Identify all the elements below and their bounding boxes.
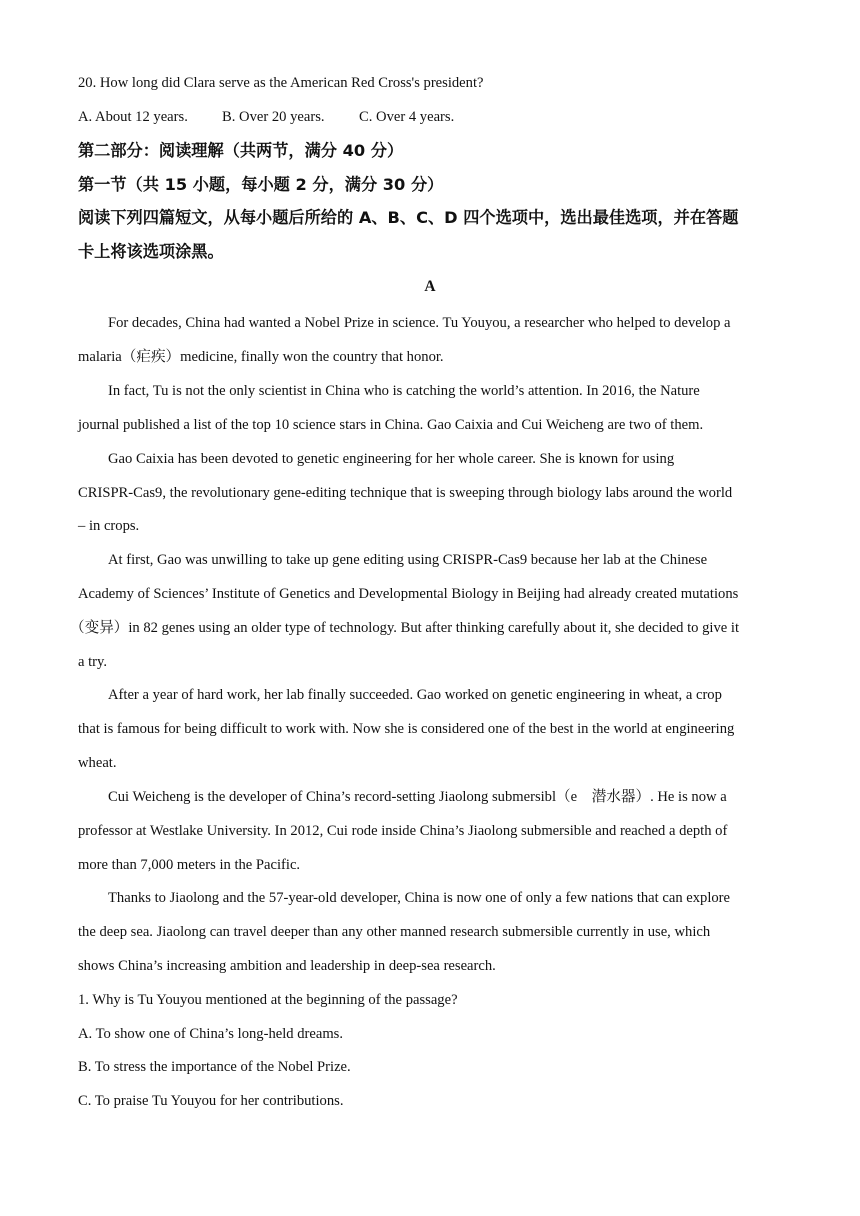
passage-line: At first, Gao was unwilling to take up gene editing using CRISPR-Cas9 because her lab at the Chinese	[108, 552, 708, 568]
passage-line: In fact, Tu is not the only scientist in China who is catching the world’s attention. In 2016, the Nature	[108, 383, 700, 399]
passage-line: Academy of Sciences’ Institute of Genetics and Developmental Biology in Beijing had already created mutations	[78, 586, 739, 602]
passage-line: CRISPR-Cas9, the revolutionary gene-editing technique that is sweeping through biology labs around the world	[78, 485, 733, 501]
question-1-option-b: B. To stress the importance of the Nobel Prize.	[78, 1059, 351, 1075]
passage-line: that is famous for being difficult to work with. Now she is considered one of the best in the world at engineering	[78, 721, 735, 737]
passage-line: Gao Caixia has been devoted to genetic engineering for her whole career. She is known for using	[108, 451, 675, 467]
question-1: 1. Why is Tu Youyou mentioned at the beginning of the passage?	[78, 992, 458, 1008]
question-20: 20. How long did Clara serve as the American Red Cross's president?	[78, 75, 484, 91]
passage-line: professor at Westlake University. In 2012, Cui rode inside China’s Jiaolong submersible and reached a depth of	[78, 823, 728, 839]
option-b: B. Over 20 years.	[222, 109, 325, 125]
passage-line: shows China’s increasing ambition and leadership in deep-sea research.	[78, 958, 496, 974]
passage-line: （变异）in 82 genes using an older type of technology. But after thinking carefully about it, she decided to give it	[70, 620, 739, 636]
passage-line: For decades, China had wanted a Nobel Prize in science. Tu Youyou, a researcher who helped to develop a	[108, 315, 731, 331]
option-a: A. About 12 years.	[78, 109, 188, 125]
passage-line: malaria（疟疾）medicine, finally won the country that honor.	[78, 349, 444, 365]
question-20-options	[78, 107, 772, 127]
passage-line: wheat.	[78, 755, 117, 771]
passage-line: Cui Weicheng is the developer of China’s record-setting Jiaolong submersibl（e 潜水器）. He is now a	[108, 789, 727, 805]
passage-line: – in crops.	[78, 518, 140, 534]
passage-line: After a year of hard work, her lab finally succeeded. Gao worked on genetic engineering in wheat, a crop	[108, 687, 722, 703]
passage-line: a try.	[78, 654, 108, 670]
question-1-option-c: C. To praise Tu Youyou for her contributions.	[78, 1093, 344, 1109]
option-c: C. Over 4 years.	[359, 109, 455, 125]
passage-label: A	[424, 278, 436, 295]
instruction-line-2: 卡上将该选项涂黑。	[78, 242, 224, 261]
part-title: 第二部分：阅读理解（共两节，满分 40 分）	[78, 141, 404, 160]
passage-line: more than 7,000 meters in the Pacific.	[78, 857, 301, 873]
passage-line: journal published a list of the top 10 science stars in China. Gao Caixia and Cui Weicheng are two of them.	[78, 417, 704, 433]
passage-line: the deep sea. Jiaolong can travel deeper than any other manned research submersible currently in use, which	[78, 924, 711, 940]
section-title: 第一节（共 15 小题，每小题 2 分，满分 30 分）	[78, 175, 444, 194]
question-1-option-a: A. To show one of China’s long-held dreams.	[78, 1026, 344, 1042]
passage-line: Thanks to Jiaolong and the 57-year-old developer, China is now one of only a few nations that can explore	[108, 890, 731, 906]
instruction-line-1: 阅读下列四篇短文，从每小题后所给的 A、B、C、D 四个选项中，选出最佳选项，并在答题	[78, 208, 739, 227]
